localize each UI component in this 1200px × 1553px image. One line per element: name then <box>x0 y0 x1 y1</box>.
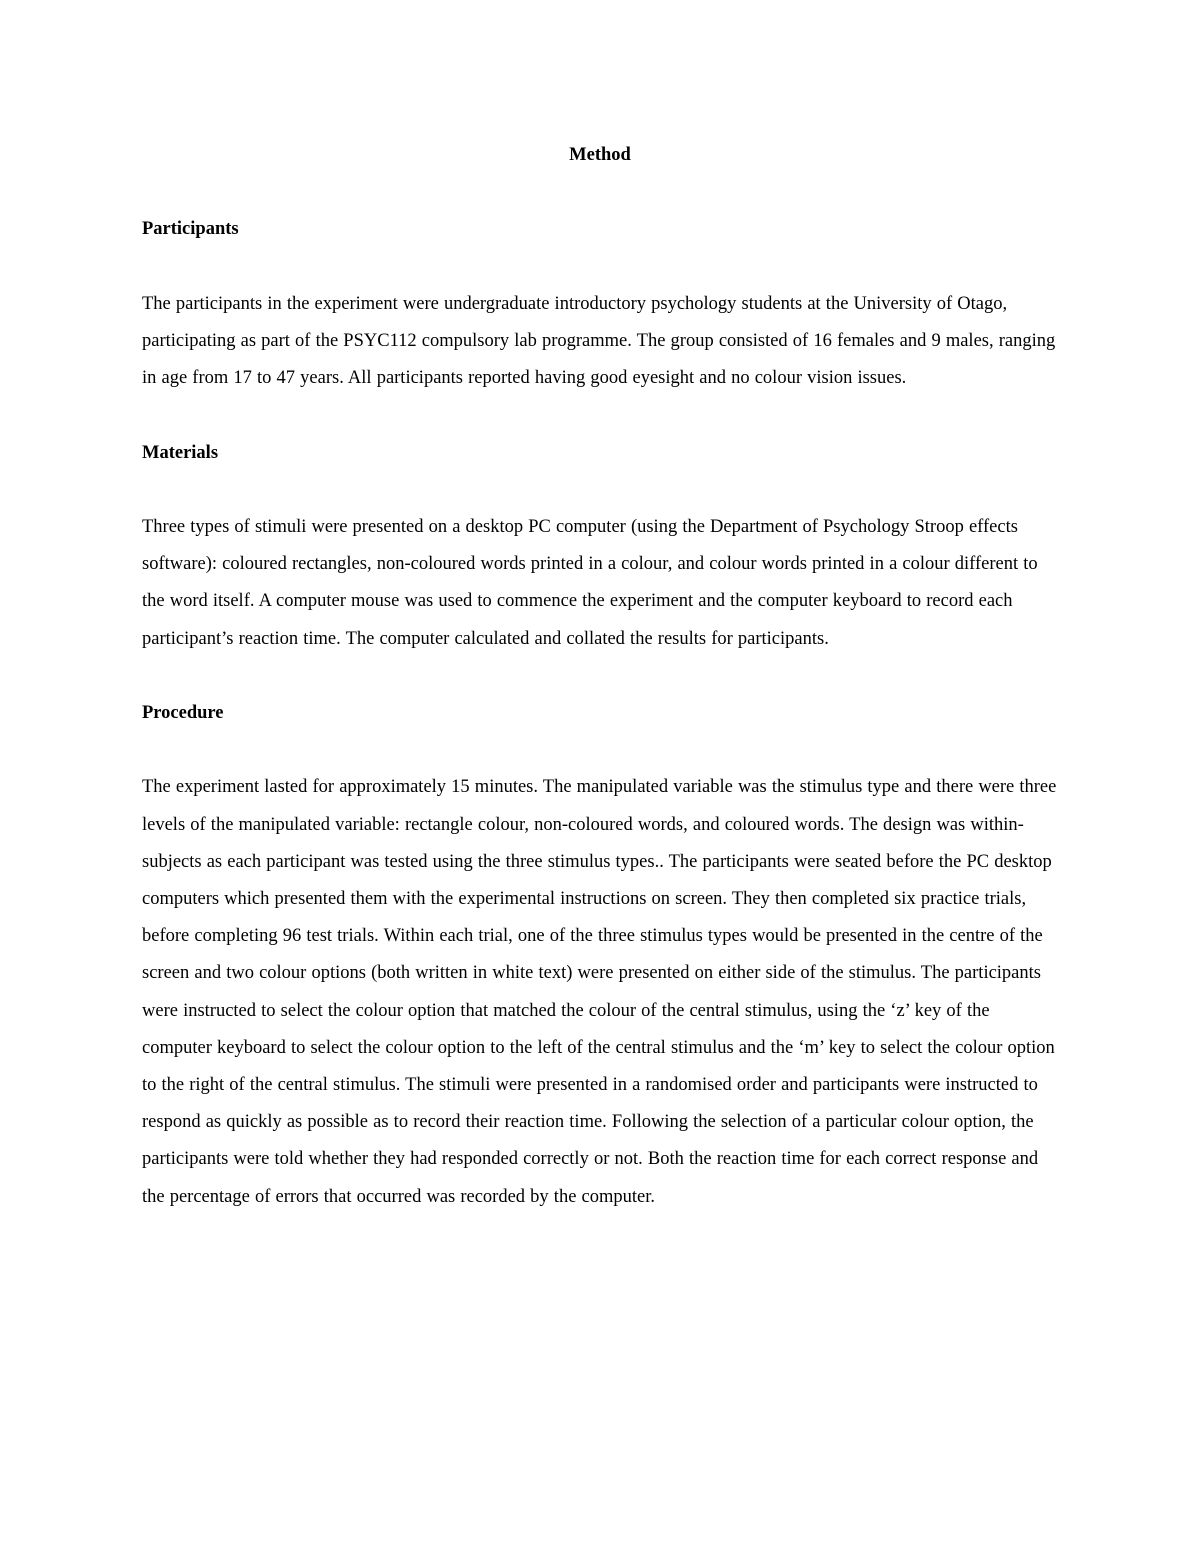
section-body-participants: The participants in the experiment were undergraduate introductory psychology students at the University of Otago, participating as part of the PSYC112 compulsory lab programme. The group consisted of 16 females and 9 males, ranging in age from 17 to 47 years. All participants reported having good eyesight and no colour vision issues. <box>142 293 1056 389</box>
section-heading-participants: Participants <box>142 219 239 240</box>
section-heading-procedure: Procedure <box>142 702 224 723</box>
section-body-procedure: The experiment lasted for approximately 15 minutes. The manipulated variable was the stimulus type and there were three levels of the manipulated variable: rectangle colour, non-coloured words, and coloured words. The design was within-subjects as each participant was tested using the three stimulus types.. The participants were seated before the PC desktop computers which presented them with the experimental instructions on screen. They then completed six practice trials, before completing 96 test trials. Within each trial, one of the three stimulus types would be presented in the centre of the screen and two colour options (both written in white text) were presented on either side of the stimulus. The participants were instructed to select the colour option that matched the colour of the central stimulus, using the ‘z’ key of the computer keyboard to select the colour option to the left of the central stimulus and the ‘m’ key to select the colour option to the right of the central stimulus. The stimuli were presented in a randomised order and participants were instructed to respond as quickly as possible as to record their reaction time. Following the selection of a particular colour option, the participants were told whether they had responded correctly or not. Both the reaction time for each correct response and the percentage of errors that occurred was recorded by the computer. <box>142 777 1057 1207</box>
document-title: Method <box>569 145 631 165</box>
section-heading-materials: Materials <box>142 442 219 463</box>
section-body-materials: Three types of stimuli were presented on a desktop PC computer (using the Department of Psychology Stroop effects software): coloured rectangles, non-coloured words printed in a colour, and colour words printed in a colour different to the word itself. A computer mouse was used to commence the experiment and the computer keyboard to record each participant’s reaction time. The computer calculated and collated the results for participants. <box>142 516 1038 649</box>
document-content <box>142 137 1058 1216</box>
